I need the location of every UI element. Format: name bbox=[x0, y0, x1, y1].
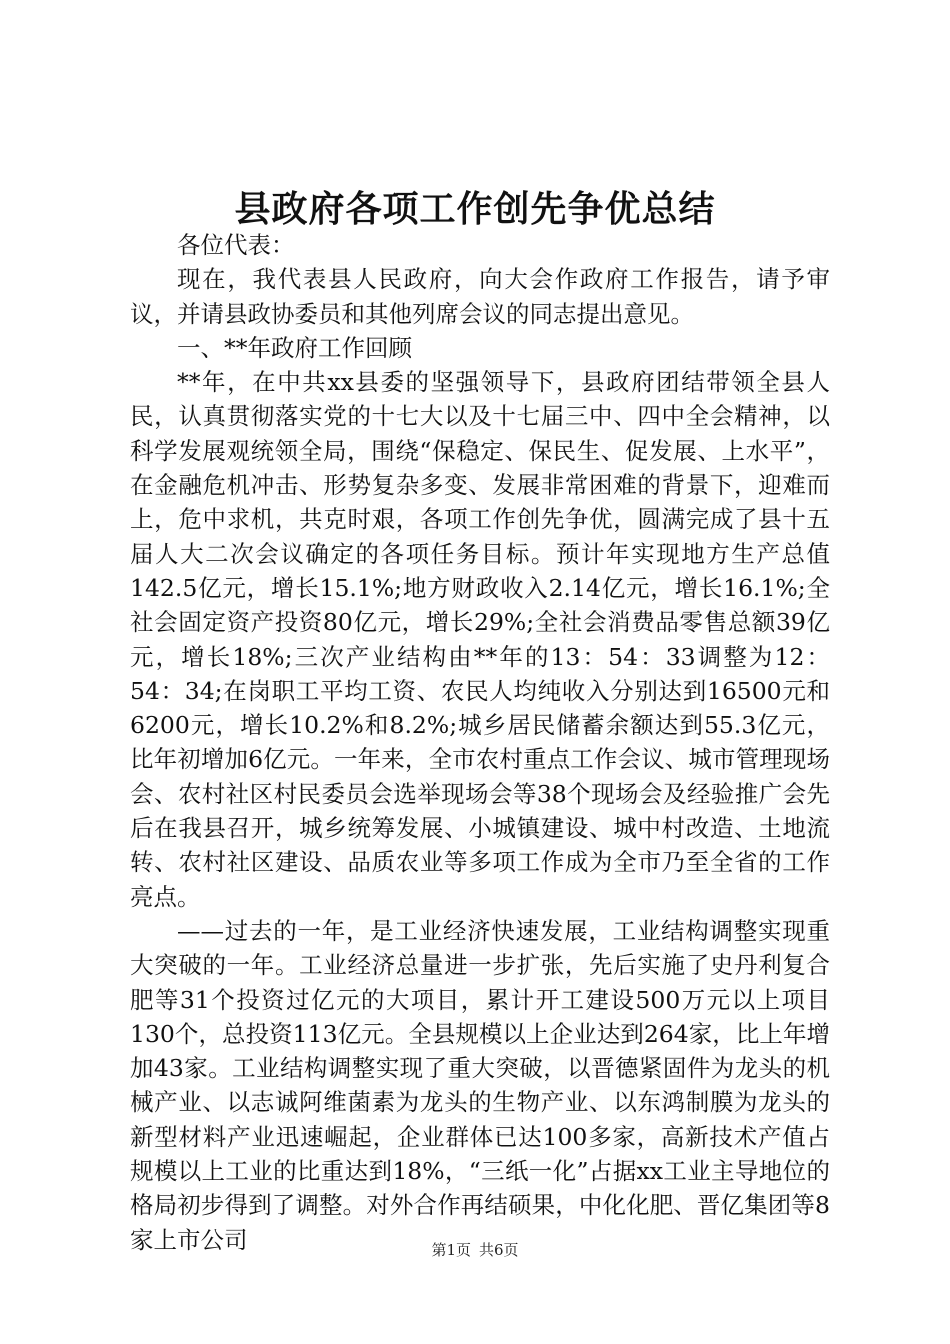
intro-paragraph: 现在，我代表县人民政府，向大会作政府工作报告，请予审议，并请县政协委员和其他列席会议的同志提出意见。 bbox=[130, 265, 830, 328]
review-paragraph: **年，在中共xx县委的坚强领导下，县政府团结带领全县人民，认真贯彻落实党的十七大以及十七届三中、四中全会精神，以科学发展观统领全局，围绕“保稳定、保民生、促发展、上水平”，在金融危机冲击、形势复杂多变、发展非常困难的背景下，迎难而上，危中求机，共克时艰，各项工作创先争优，圆满完成了县十五届人大二次会议确定的各项任务目标。预计年实现地方生产总值142.5亿元，增长15.1%;地方财政收入2.14亿元，增长16.1%;全社会固定资产投资80亿元，增长29%;全社会消费品零售总额39亿元，增长18%;三次产业结构由**年的13：54：33调整为12：54：34;在岗职工平均工资、农民人均纯收入分别达到16500元和6200元，增长10.2%和8.2%;城乡居民储蓄余额达到55.3亿元，比年初增加6亿元。一年来，全市农村重点工作会议、城市管理现场会、农村社区村民委员会选举现场会等38个现场会及经验推广会先后在我县召开，城乡统筹发展、小城镇建设、城中村改造、土地流转、农村社区建设、品质农业等多项工作成为全市乃至全省的工作亮点。 bbox=[130, 368, 830, 911]
page-footer bbox=[0, 1240, 950, 1260]
page-total: 共6页 bbox=[479, 1241, 519, 1259]
salutation-paragraph: 各位代表： bbox=[177, 231, 295, 259]
page-number: 第1页 bbox=[431, 1241, 471, 1259]
section-heading: 一、**年政府工作回顾 bbox=[177, 333, 412, 362]
industry-paragraph: ——过去的一年，是工业经济快速发展，工业结构调整实现重大突破的一年。工业经济总量进一步扩张，先后实施了史丹利复合肥等31个投资过亿元的大项目，累计开工建设500万元以上项目130个，总投资113亿元。全县规模以上企业达到264家，比上年增加43家。工业结构调整实现了重大突破，以晋德紧固件为龙头的机械产业、以志诚阿维菌素为龙头的生物产业、以东鸿制膜为龙头的新型材料产业迅速崛起，企业群体已达100多家，高新技术产值占规模以上工业的比重达到18%，“三纸一化”占据xx工业主导地位的格局初步得到了调整。对外合作再结硕果，中化化肥、晋亿集团等8家上市公司 bbox=[130, 916, 830, 1254]
document-body bbox=[130, 228, 830, 1257]
document-title: 县政府各项工作创先争优总结 bbox=[234, 188, 716, 230]
